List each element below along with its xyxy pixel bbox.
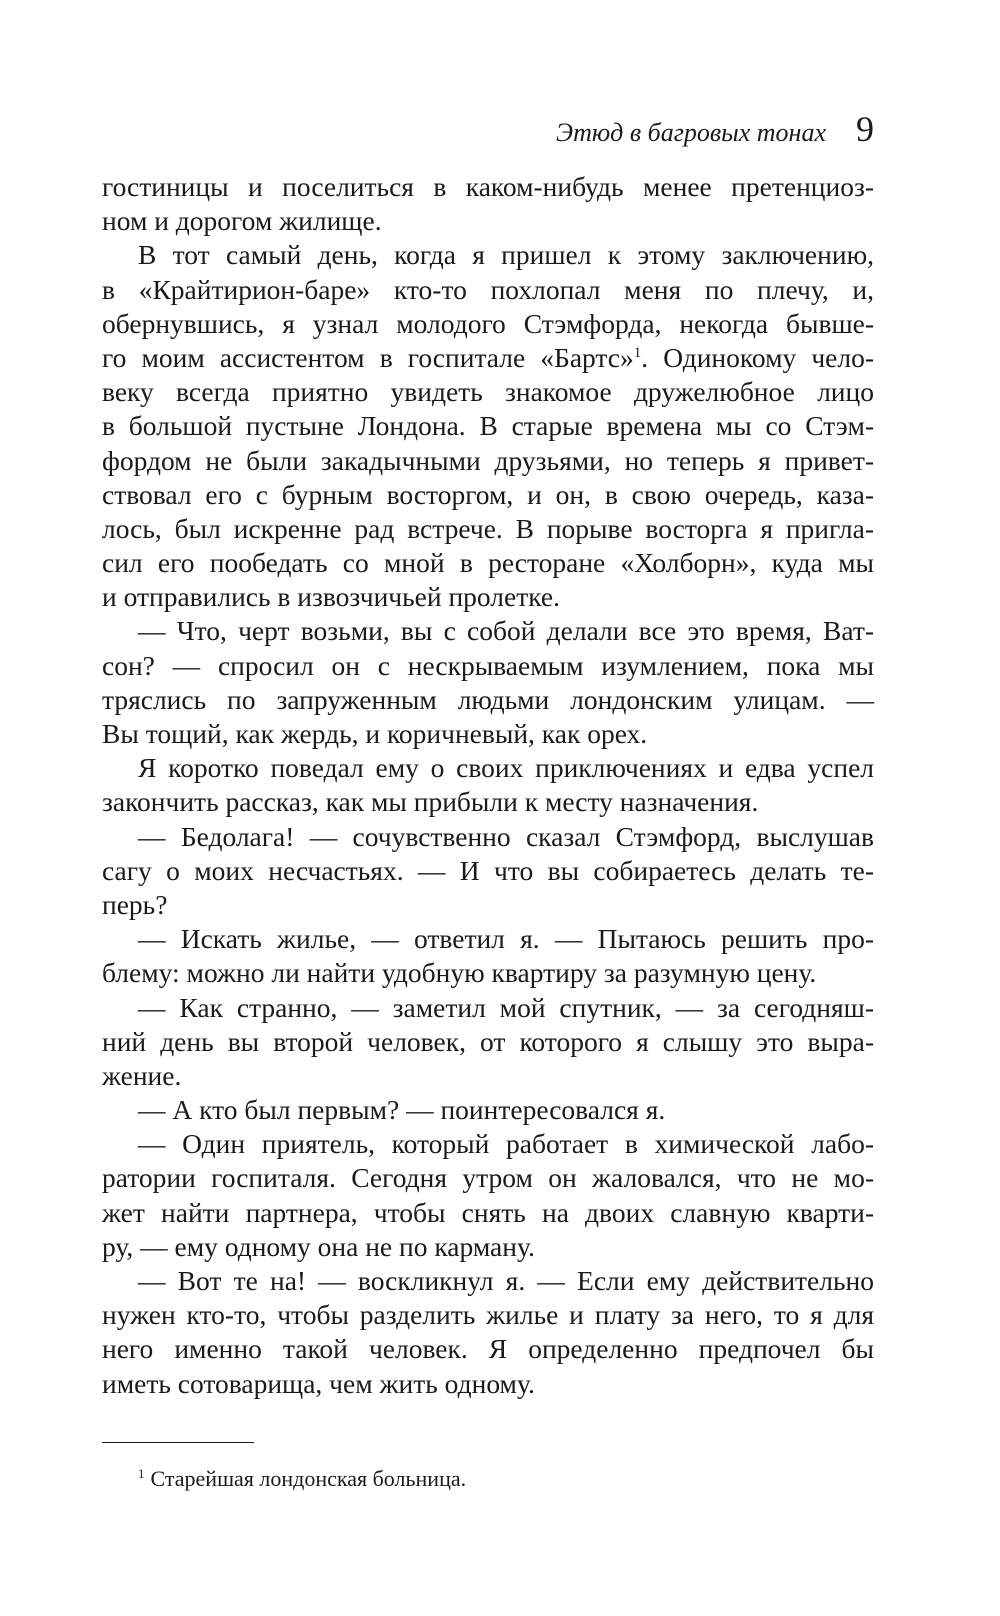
text-line: лось, был искренне рад встрече. В порыве восторга я пригла- xyxy=(102,512,874,544)
text-line: в большой пустыне Лондона. В старые времена мы со Стэм- xyxy=(102,410,874,442)
text-line: Вы тощий, как жердь, и коричневый, как орех. xyxy=(102,718,648,749)
text-line: — Один приятель, который работает в химической лабо- xyxy=(138,1128,874,1160)
text-line: в «Крайтирион-баре» кто-то похлопал меня по плечу, и, xyxy=(102,273,874,305)
text-line: тряслись по запруженным людьми лондонским улицам. — xyxy=(102,683,874,715)
text-line: — Как странно, — заметил мой спутник, — за сегодняш- xyxy=(138,991,874,1023)
footnote-text: Старейшая лондонская больница. xyxy=(150,1466,467,1491)
footnote-reference[interactable]: 1 xyxy=(633,344,642,361)
text-line: него именно такой человек. Я определенно предпочел бы xyxy=(102,1333,874,1365)
running-title: Этюд в багровых тонах xyxy=(556,118,826,147)
text-line: жение. xyxy=(102,1059,182,1091)
footnote-mark: 1 xyxy=(138,1465,145,1481)
text-line: — Искать жилье, — ответил я. — Пытаюсь решить про- xyxy=(138,923,874,955)
text-line: обернувшись, я узнал молодого Стэмфорда, некогда бывше- xyxy=(102,307,874,339)
text-line: гостиницы и поселиться в каком-нибудь менее претенциоз- xyxy=(102,171,874,202)
text-line: перь? xyxy=(102,888,168,920)
text-line: В тот самый день, когда я пришел к этому заключению, xyxy=(138,239,874,271)
text-line: фордом не были закадычными друзьями, но теперь я привет- xyxy=(102,444,874,476)
text-line: закончить рассказ, как мы прибыли к месту назначения. xyxy=(102,786,759,818)
text-line: ном и дорогом жилище. xyxy=(102,205,382,237)
page-number: 9 xyxy=(856,109,874,149)
footnote xyxy=(138,1466,466,1492)
text-line: ствовал его с бурным восторгом, и он, в свою очередь, каза- xyxy=(102,478,874,510)
text-line: сагу о моих несчастьях. — И что вы собираетесь делать те- xyxy=(102,854,874,886)
text-line: сил его пообедать со мной в ресторане «Холборн», куда мы xyxy=(102,547,874,579)
line-segment: . Одинокому чело- xyxy=(641,341,874,373)
text-line-with-footnote-ref xyxy=(102,341,874,375)
text-line: ний день вы второй человек, от которого я слышу это выра- xyxy=(102,1025,874,1057)
text-line: и отправились в извозчичьей пролетке. xyxy=(102,581,561,613)
text-line: — Что, черт возьми, вы с собой делали все это время, Ват- xyxy=(138,615,874,647)
text-line: блему: можно ли найти удобную квартиру за разумную цену. xyxy=(102,957,817,989)
text-line: сон? — спросил он с нескрываемым изумлением, пока мы xyxy=(102,649,874,681)
running-head xyxy=(556,108,874,150)
text-line: нужен кто-то, чтобы разделить жилье и плату за него, то я для xyxy=(102,1299,874,1331)
text-line: Я коротко поведал ему о своих приключениях и едва успел xyxy=(138,752,874,784)
text-line: — Бедолага! — сочувственно сказал Стэмфорд, выслушав xyxy=(138,820,874,852)
text-line: ратории госпиталя. Сегодня утром он жаловался, что не мо- xyxy=(102,1162,874,1194)
text-line: веку всегда приятно увидеть знакомое дружелюбное лицо xyxy=(102,376,874,408)
text-line: — Вот те на! — воскликнул я. — Если ему действительно xyxy=(138,1265,874,1296)
text-line: жет найти партнера, чтобы снять на двоих славную кварти- xyxy=(102,1196,874,1228)
text-line: — А кто был первым? — поинтересовался я. xyxy=(138,1094,666,1126)
line-segment: го моим ассистентом в госпитале «Бартс» xyxy=(102,341,634,373)
body-text xyxy=(102,170,874,1401)
text-line: ру, — ему одному она не по карману. xyxy=(102,1230,535,1262)
footnote-divider xyxy=(102,1442,254,1443)
text-line: иметь сотоварища, чем жить одному. xyxy=(102,1367,535,1399)
